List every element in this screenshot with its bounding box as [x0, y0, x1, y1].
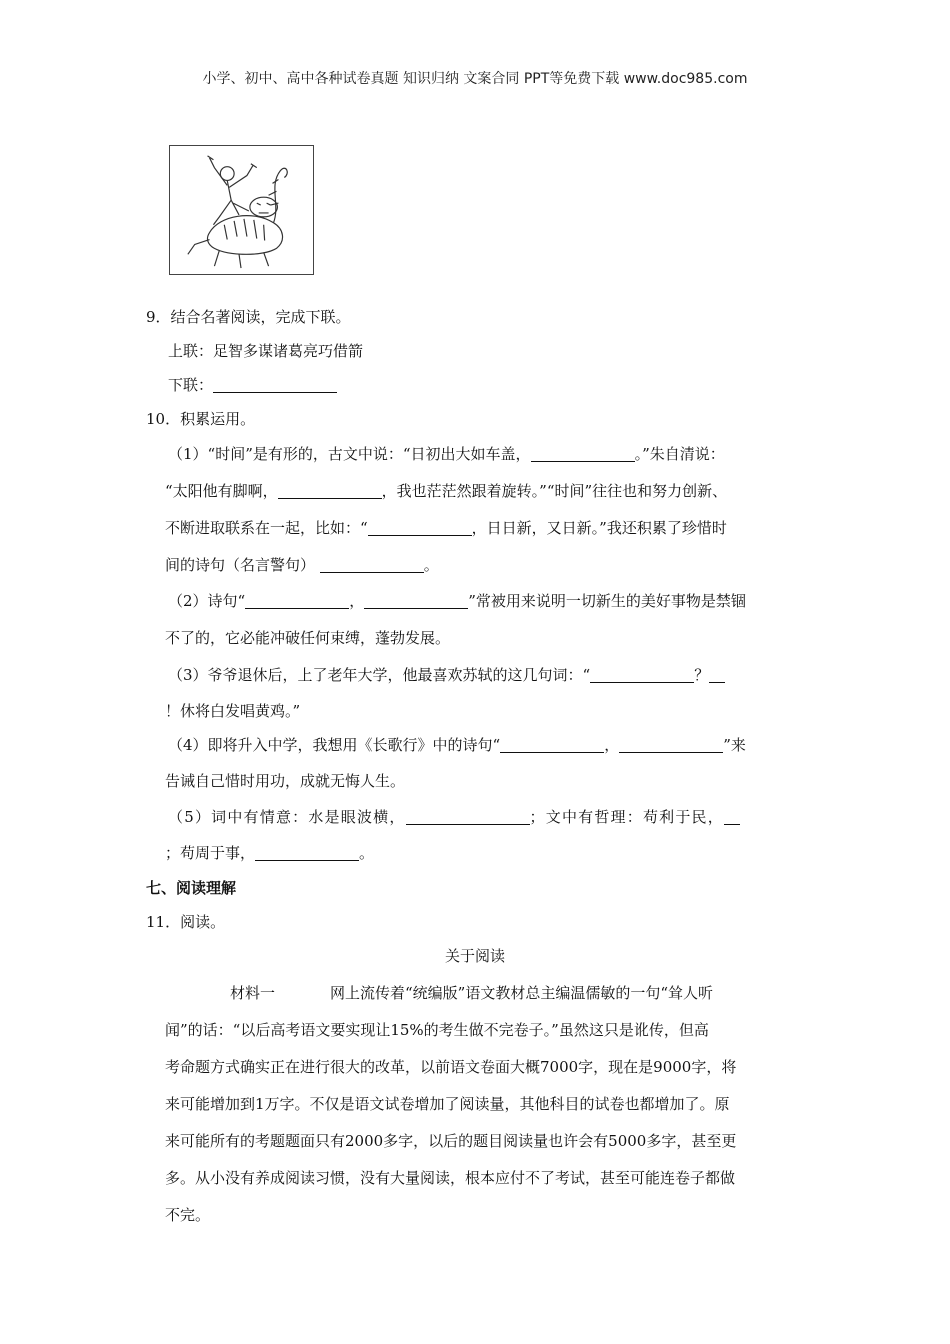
text-segment: （2）诗句“ [168, 592, 246, 610]
q10-part1-line2 [165, 481, 727, 501]
text-segment: ；文中有哲理：苟利于民， [529, 808, 724, 826]
answer-blank[interactable] [245, 592, 349, 609]
passage-line: 来可能增加到1万字。不仅是语文试卷增加了阅读量，其他科目的试卷也都增加了。原 [165, 1095, 730, 1113]
q10-part1-line3 [165, 518, 727, 538]
tiger-fight-drawing [170, 146, 313, 274]
passage-line: 不完。 [165, 1206, 211, 1224]
question-9-lower-couplet [168, 375, 337, 395]
text-segment: ”来 [723, 736, 746, 754]
section-7-heading: 七、阅读理解 [146, 879, 237, 897]
q10-part5-line1 [168, 807, 740, 827]
answer-blank[interactable] [320, 556, 424, 573]
q10-part2-line2: 不了的，它必能冲破任何束缚，蓬勃发展。 [165, 629, 451, 647]
answer-blank[interactable] [590, 666, 694, 683]
question-11-prompt: 11．阅读。 [146, 913, 226, 931]
question-9-prompt: 9．结合名著阅读，完成下联。 [146, 308, 351, 326]
text-segment: 。”朱自清说： [634, 445, 725, 463]
text-segment: 。 [423, 556, 439, 574]
wu-song-tiger-illustration [169, 145, 314, 275]
text-segment: ， [349, 592, 365, 610]
q10-part4-line1 [168, 735, 746, 755]
answer-blank[interactable] [368, 519, 472, 536]
passage-line: 网上流传着“统编版”语文教材总主编温儒敏的一句“耸人听 [330, 984, 714, 1002]
text-segment: 间的诗句（名言警句） [165, 556, 316, 574]
answer-blank[interactable] [531, 445, 635, 462]
passage-line: 多。从小没有养成阅读习惯，没有大量阅读，根本应付不了考试，甚至可能连卷子都做 [165, 1169, 736, 1187]
text-segment: “太阳他有脚啊， [165, 482, 278, 500]
text-segment: ？ [694, 666, 710, 684]
q10-part1-line1 [168, 444, 725, 464]
answer-blank[interactable] [278, 482, 382, 499]
text-segment: （3）爷爷退休后，上了老年大学，他最喜欢苏轼的这几句词：“ [168, 666, 591, 684]
answer-blank[interactable] [500, 736, 604, 753]
q10-part3-line2: ！休将白发唱黄鸡。” [165, 702, 301, 720]
q10-part4-line2: 告诫自己惜时用功，成就无悔人生。 [165, 772, 406, 790]
question-10-prompt: 10．积累运用。 [146, 410, 256, 428]
passage-line: 考命题方式确实正在进行很大的改革，以前语文卷面大概7000字，现在是9000字，将 [165, 1058, 737, 1076]
answer-blank[interactable] [724, 808, 740, 825]
text-segment: 不断进取联系在一起，比如：“ [165, 519, 368, 537]
text-segment: （4）即将升入中学，我想用《长歌行》中的诗句“ [168, 736, 501, 754]
answer-blank[interactable] [255, 844, 359, 861]
answer-blank[interactable] [709, 666, 725, 683]
q10-part1-line4 [165, 555, 439, 575]
question-9-upper-couplet: 上联：足智多谋诸葛亮巧借箭 [168, 342, 364, 360]
text-segment: （5）词中有情意：水是眼波横， [168, 808, 406, 826]
answer-blank[interactable] [213, 376, 337, 393]
text-segment: ；苟周于事， [165, 844, 256, 862]
page-header-banner: 小学、初中、高中各种试卷真题 知识归纳 文案合同 PPT等免费下载 www.doc985.com [202, 71, 748, 87]
q10-part3-line1 [168, 665, 725, 685]
text-segment: 。 [359, 844, 375, 862]
material-1-label: 材料一 [230, 984, 276, 1002]
passage-line: 来可能所有的考题题面只有2000多字，以后的题目阅读量也许会有5000多字，甚至更 [165, 1132, 737, 1150]
q10-part5-line2 [165, 843, 374, 863]
text-segment: （1）“时间”是有形的，古文中说：“日初出大如车盖， [168, 445, 531, 463]
text-segment: ， [604, 736, 620, 754]
text-segment: ，我也茫茫然跟着旋转。”“时间”往往也和努力创新、 [381, 482, 728, 500]
answer-blank[interactable] [619, 736, 723, 753]
reading-title: 关于阅读 [444, 947, 505, 965]
text-segment: ”常被用来说明一切新生的美好事物是禁锢 [468, 592, 746, 610]
text-segment: ，日日新，又日新。”我还积累了珍惜时 [471, 519, 727, 537]
answer-blank[interactable] [406, 808, 530, 825]
lower-couplet-label: 下联： [168, 376, 214, 394]
q10-part2-line1 [168, 591, 746, 611]
passage-line: 闻”的话：“以后高考语文要实现让15%的考生做不完卷子。”虽然这只是讹传，但高 [165, 1021, 709, 1039]
answer-blank[interactable] [364, 592, 468, 609]
